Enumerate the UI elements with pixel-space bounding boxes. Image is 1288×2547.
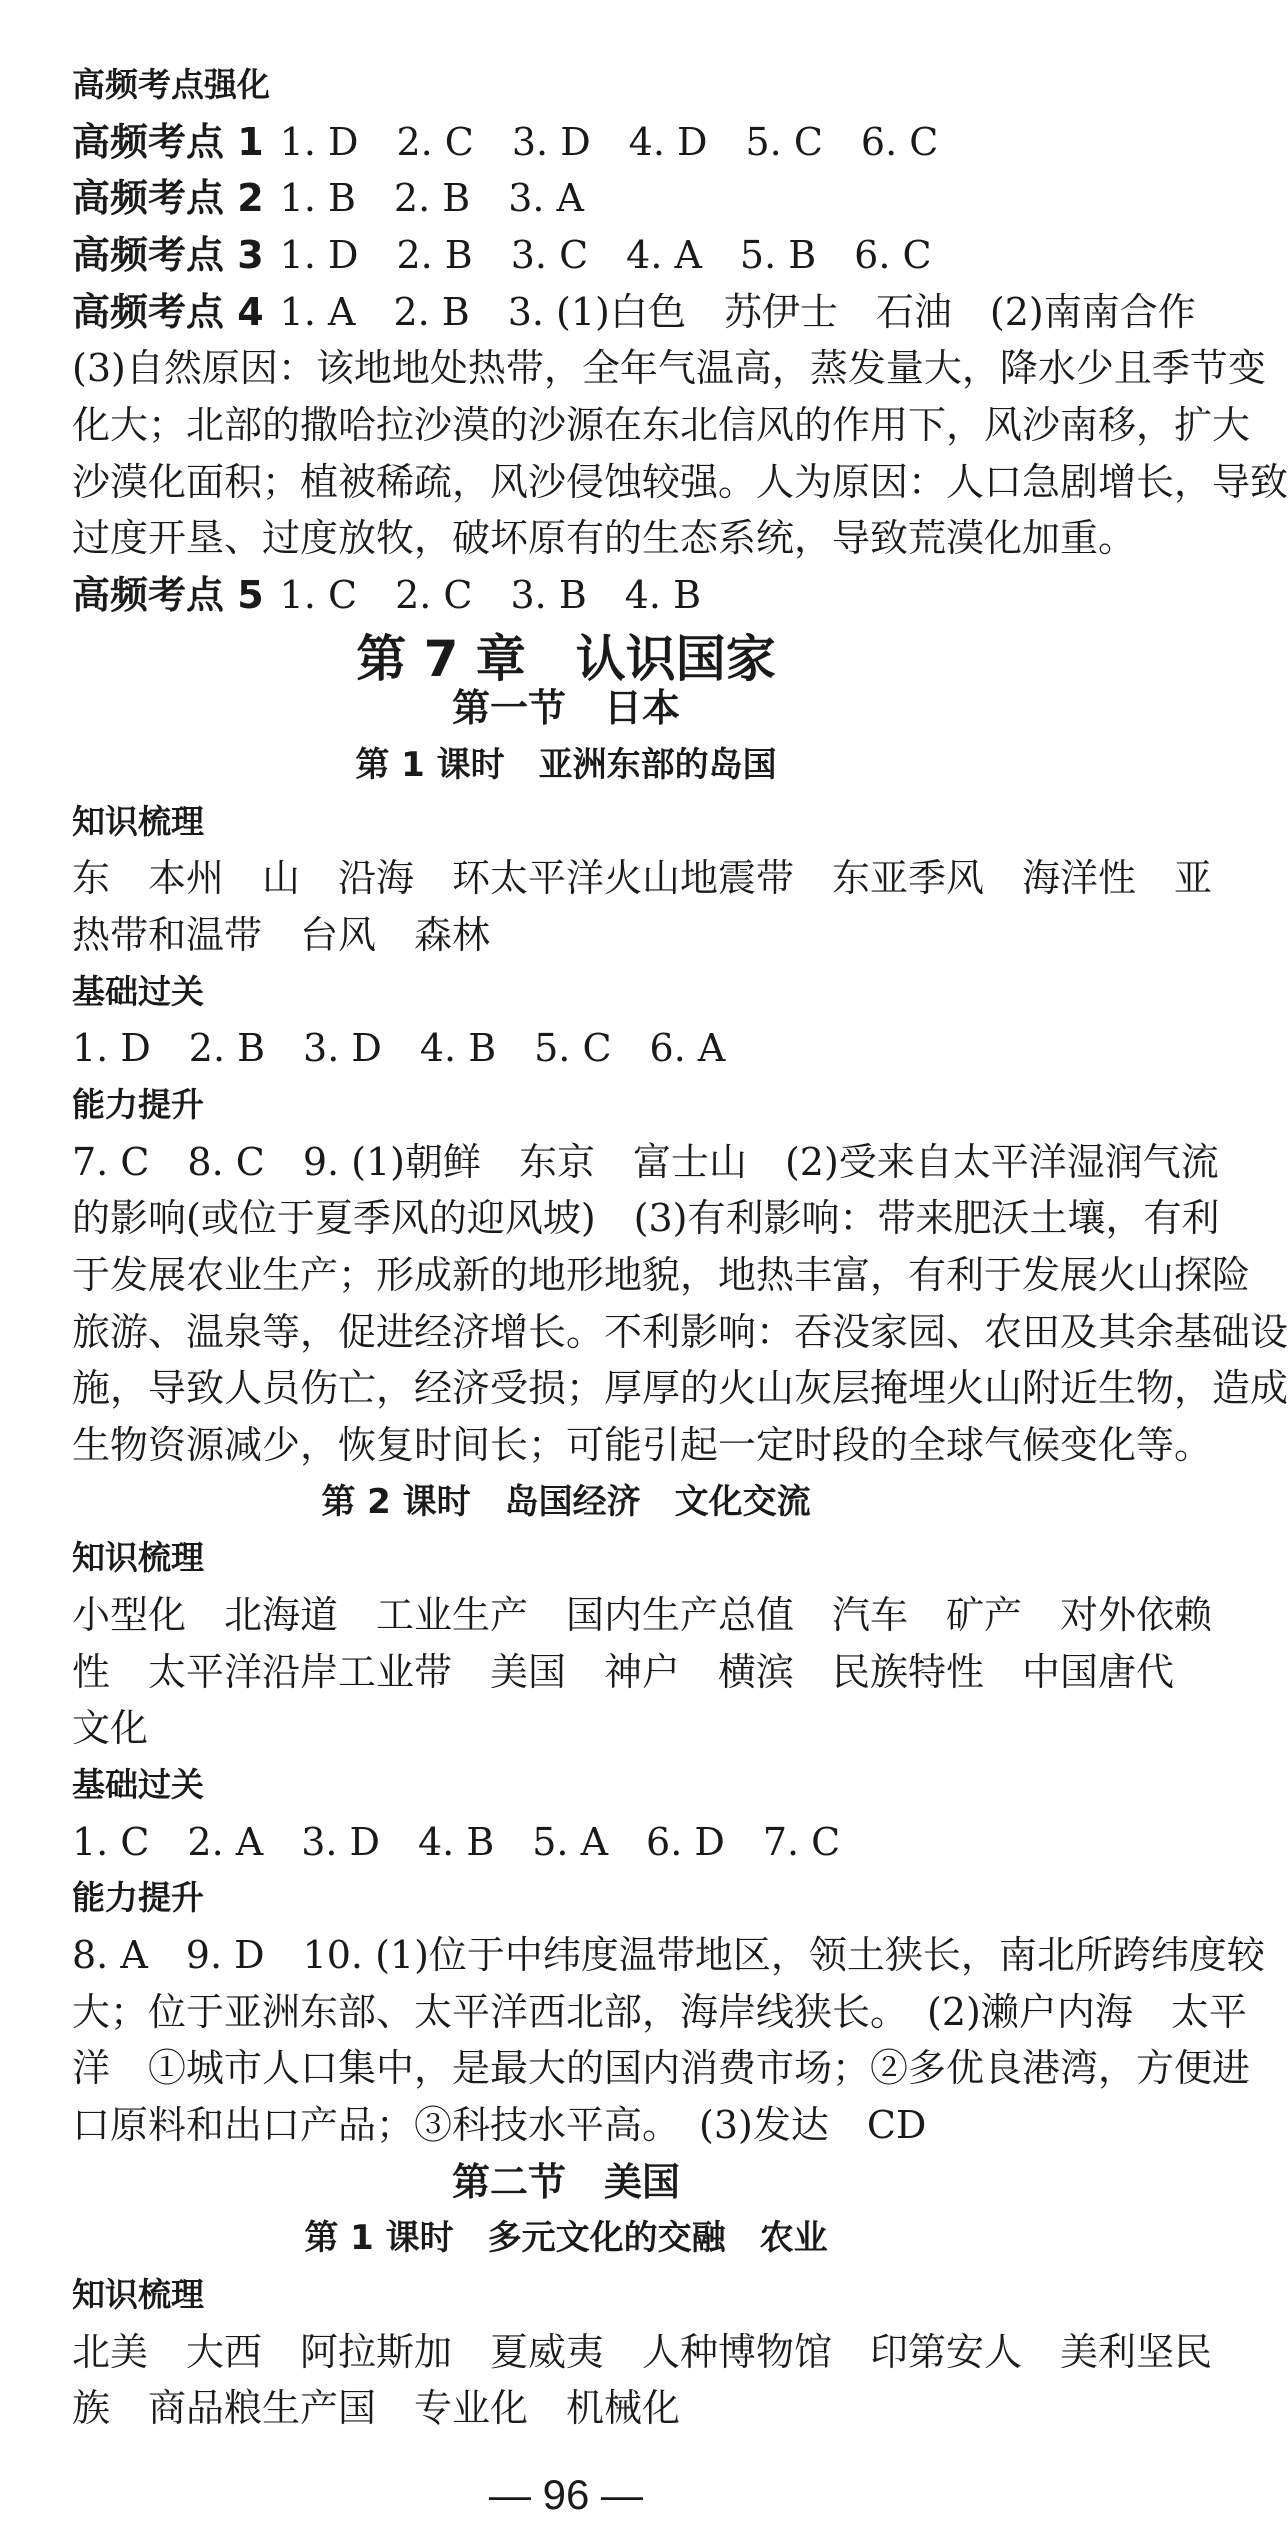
chapter-title: 第 7 章 认识国家 [356,630,776,688]
subheading-zhishi-shuli: 知识梳理 [72,2275,204,2314]
kaodian-label: 高频考点 3 [72,233,264,277]
subheading-jichu-guoguan: 基础过关 [72,1765,204,1804]
body-line: 性 太平洋沿岸工业带 美国 神户 横滨 民族特性 中国唐代 [72,1650,1175,1694]
body-line: 热带和温带 台风 森林 [72,913,491,957]
subheading-jichu-guoguan: 基础过关 [72,972,204,1011]
answer-line-kaodian-4 [72,287,1196,337]
body-line: 1. D 2. B 3. D 4. B 5. C 6. A [72,1026,726,1070]
body-line: 大；位于亚洲东部、太平洋西北部，海岸线狭长。 (2)濑户内海 太平 [72,1990,1247,2034]
answer-text: 1. B 2. B 3. A [279,176,584,220]
subheading-nengli-tisheng: 能力提升 [72,1878,204,1917]
body-line: 的影响(或位于夏季风的迎风坡) (3)有利影响：带来肥沃土壤，有利 [72,1196,1220,1240]
body-line: 口原料和出口产品；③科技水平高。 (3)发达 CD [72,2103,927,2147]
answer-line-kaodian-1 [72,117,1072,167]
body-line: 洋 ①城市人口集中，是最大的国内消费市场；②多优良港湾，方便进 [72,2046,1251,2090]
body-line: 过度开垦、过度放牧，破坏原有的生态系统，导致荒漠化加重。 [72,516,1137,560]
body-line: 东 本州 山 沿海 环太平洋火山地震带 东亚季风 海洋性 亚 [72,856,1213,900]
lesson-title: 第 1 课时 亚洲东部的岛国 [355,745,777,785]
body-line: 沙漠化面积；植被稀疏，风沙侵蚀较强。人为原因：人口急剧增长，导致 [72,460,1288,504]
subheading-zhishi-shuli: 知识梳理 [72,1538,204,1577]
lesson-title: 第 2 课时 岛国经济 文化交流 [321,1482,811,1522]
body-line: 于发展农业生产；形成新的地形地貌，地热丰富，有利于发展火山探险 [72,1253,1251,1297]
section-title: 第二节 美国 [451,2160,680,2204]
body-line: 化大；北部的撒哈拉沙漠的沙源在东北信风的作用下，风沙南移，扩大 [72,403,1251,447]
kaodian-label: 高频考点 5 [72,573,264,617]
answer-line-kaodian-5 [72,570,1072,620]
heading-gaopin-qianghua: 高频考点强化 [72,65,270,104]
body-line: 小型化 北海道 工业生产 国内生产总值 汽车 矿产 对外依赖 [72,1593,1213,1637]
kaodian-label: 高频考点 4 [72,290,264,334]
section-title: 第一节 日本 [451,686,680,730]
answer-text: 1. D 2. C 3. D 4. D 5. C 6. C [279,120,939,164]
subheading-nengli-tisheng: 能力提升 [72,1085,204,1124]
answer-text: 1. C 2. C 3. B 4. B [279,573,702,617]
body-line: 1. C 2. A 3. D 4. B 5. A 6. D 7. C [72,1820,841,1864]
answer-line-kaodian-3 [72,230,1072,280]
body-line: 北美 大西 阿拉斯加 夏威夷 人种博物馆 印第安人 美利坚民 [72,2330,1213,2374]
body-line: 旅游、温泉等，促进经济增长。不利影响：吞没家园、农田及其余基础设 [72,1310,1288,1354]
body-line: 族 商品粮生产国 专业化 机械化 [72,2386,681,2430]
body-line: 生物资源减少，恢复时间长；可能引起一定时段的全球气候变化等。 [72,1423,1213,1467]
answer-line-kaodian-2 [72,173,1072,223]
body-line: 文化 [72,1706,149,1750]
body-line: 施，导致人员伤亡，经济受损；厚厚的火山灰层掩埋火山附近生物，造成 [72,1366,1288,1410]
body-line: 7. C 8. C 9. (1)朝鲜 东京 富士山 (2)受来自太平洋湿润气流 [72,1140,1219,1184]
kaodian-label: 高频考点 2 [72,176,264,220]
answer-text: 1. A 2. B 3. (1)白色 苏伊士 石油 (2)南南合作 [279,290,1196,334]
body-line: (3)自然原因：该地地处热带，全年气温高，蒸发量大，降水少且季节变 [72,346,1266,390]
page-number: — 96 — [488,2471,644,2518]
answer-text: 1. D 2. B 3. C 4. A 5. B 6. C [279,233,932,277]
body-line: 8. A 9. D 10. (1)位于中纬度温带地区，领土狭长，南北所跨纬度较 [72,1933,1265,1977]
kaodian-label: 高频考点 1 [72,120,264,164]
subheading-zhishi-shuli: 知识梳理 [72,802,204,841]
lesson-title: 第 1 课时 多元文化的交融 农业 [304,2218,828,2258]
